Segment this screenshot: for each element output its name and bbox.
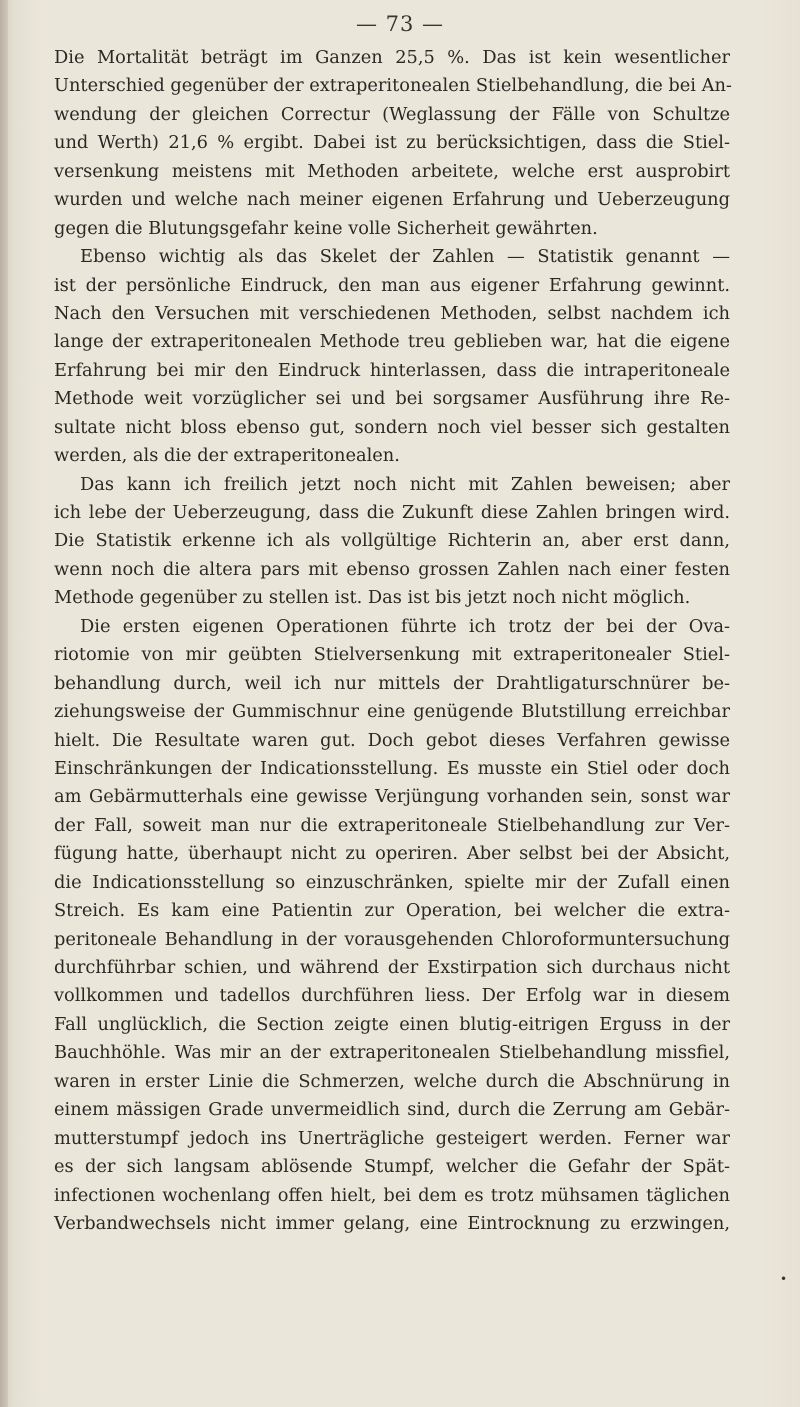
text-line: Streich. Es kam eine Patientin zur Operation, bei welcher die extra-: [54, 900, 730, 922]
text-line: am Gebärmutterhals eine gewisse Verjüngung vorhanden sein, sonst war: [54, 786, 730, 808]
text-line: Die Mortalität beträgt im Ganzen 25,5 %. Das ist kein wesentlicher: [54, 47, 730, 68]
text-line: vollkommen und tadellos durchführen liess. Der Erfolg war in diesem: [54, 985, 730, 1007]
body-text: [54, 44, 730, 1238]
text-line: peritoneale Behandlung in der vorausgehenden Chloroformuntersuchung: [54, 928, 730, 950]
text-line: der Fall, soweit man nur die extraperitoneale Stielbehandlung zur Ver-: [54, 814, 730, 836]
text-line: Methode weit vorzüglicher sei und bei sorgsamer Ausführung ihre Re-: [54, 388, 730, 410]
text-line: Nach den Versuchen mit verschiedenen Methoden, selbst nachdem ich: [54, 302, 730, 324]
text-line: behandlung durch, weil ich nur mittels der Drahtligaturschnürer be-: [54, 672, 730, 694]
text-line: Bauchhöhle. Was mir an der extraperitonealen Stielbehandlung missfiel,: [54, 1042, 730, 1064]
text-line: hielt. Die Resultate waren gut. Doch gebot dieses Verfahren gewisse: [54, 729, 730, 751]
text-line: wurden und welche nach meiner eigenen Erfahrung und Ueberzeugung: [54, 189, 730, 211]
page-number: — 73 —: [355, 12, 445, 36]
text-line: gegen die Blutungsgefahr keine volle Sicherheit gewährten.: [54, 217, 598, 239]
text-line: waren in erster Linie die Schmerzen, welche durch die Abschnürung in: [54, 1070, 730, 1092]
text-line: wenn noch die altera pars mit ebenso grossen Zahlen nach einer festen: [54, 558, 730, 580]
text-line: fügung hatte, überhaupt nicht zu operiren. Aber selbst bei der Absicht,: [54, 843, 730, 865]
text-line: infectionen wochenlang offen hielt, bei dem es trotz mühsamen täglichen: [54, 1184, 730, 1206]
text-line: sultate nicht bloss ebenso gut, sondern noch viel besser sich gestalten: [54, 416, 730, 438]
text-line: ist der persönliche Eindruck, den man aus eigener Erfahrung gewinnt.: [54, 274, 730, 296]
text-line: Die ersten eigenen Operationen führte ich trotz der bei der Ova-: [80, 615, 730, 637]
text-line: Das kann ich freilich jetzt noch nicht mit Zahlen beweisen; aber: [80, 473, 730, 495]
text-line: wendung der gleichen Correctur (Weglassung der Fälle von Schultze: [54, 103, 730, 125]
text-line: Fall unglücklich, die Section zeigte einen blutig-eitrigen Erguss in der: [54, 1013, 730, 1035]
text-line: und Werth) 21,6 % ergibt. Dabei ist zu berücksichtigen, dass die Stiel-: [54, 132, 730, 154]
text-line: mutterstumpf jedoch ins Unerträgliche gesteigert werden. Ferner war: [54, 1127, 730, 1149]
text-line: Unterschied gegenüber der extraperitonealen Stielbehandlung, die bei An-: [54, 75, 732, 97]
text-line: es der sich langsam ablösende Stumpf, welcher die Gefahr der Spät-: [54, 1156, 730, 1178]
margin-mark: •: [780, 1272, 788, 1286]
text-line: Verbandwechsels nicht immer gelang, eine Eintrocknung zu erzwingen,: [54, 1212, 730, 1234]
text-line: Methode gegenüber zu stellen ist. Das ist bis jetzt noch nicht möglich.: [54, 587, 691, 609]
text-line: ziehungsweise der Gummischnur eine genügende Blutstillung erreichbar: [54, 701, 730, 723]
text-line: riotomie von mir geübten Stielversenkung mit extraperitonealer Stiel-: [54, 644, 730, 666]
text-line: Die Statistik erkenne ich als vollgültige Richterin an, aber erst dann,: [54, 530, 730, 552]
text-line: ich lebe der Ueberzeugung, dass die Zukunft diese Zahlen bringen wird.: [54, 502, 730, 523]
text-line: die Indicationsstellung so einzuschränken, spielte mir der Zufall einen: [54, 871, 730, 893]
text-line: werden, als die der extraperitonealen.: [54, 445, 400, 467]
text-line: versenkung meistens mit Methoden arbeitete, welche erst ausprobirt: [54, 160, 730, 182]
text-line: Einschränkungen der Indicationsstellung. Es musste ein Stiel oder doch: [54, 757, 730, 779]
text-line: durchführbar schien, und während der Exstirpation sich durchaus nicht: [54, 957, 730, 978]
text-line: lange der extraperitonealen Methode treu geblieben war, hat die eigene: [54, 331, 730, 353]
text-line: Erfahrung bei mir den Eindruck hinterlassen, dass die intraperitoneale: [54, 359, 730, 381]
text-line: einem mässigen Grade unvermeidlich sind, durch die Zerrung am Gebär-: [54, 1099, 730, 1121]
text-line: Ebenso wichtig als das Skelet der Zahlen — Statistik genannt —: [80, 246, 730, 268]
binding-edge: [0, 0, 8, 1407]
